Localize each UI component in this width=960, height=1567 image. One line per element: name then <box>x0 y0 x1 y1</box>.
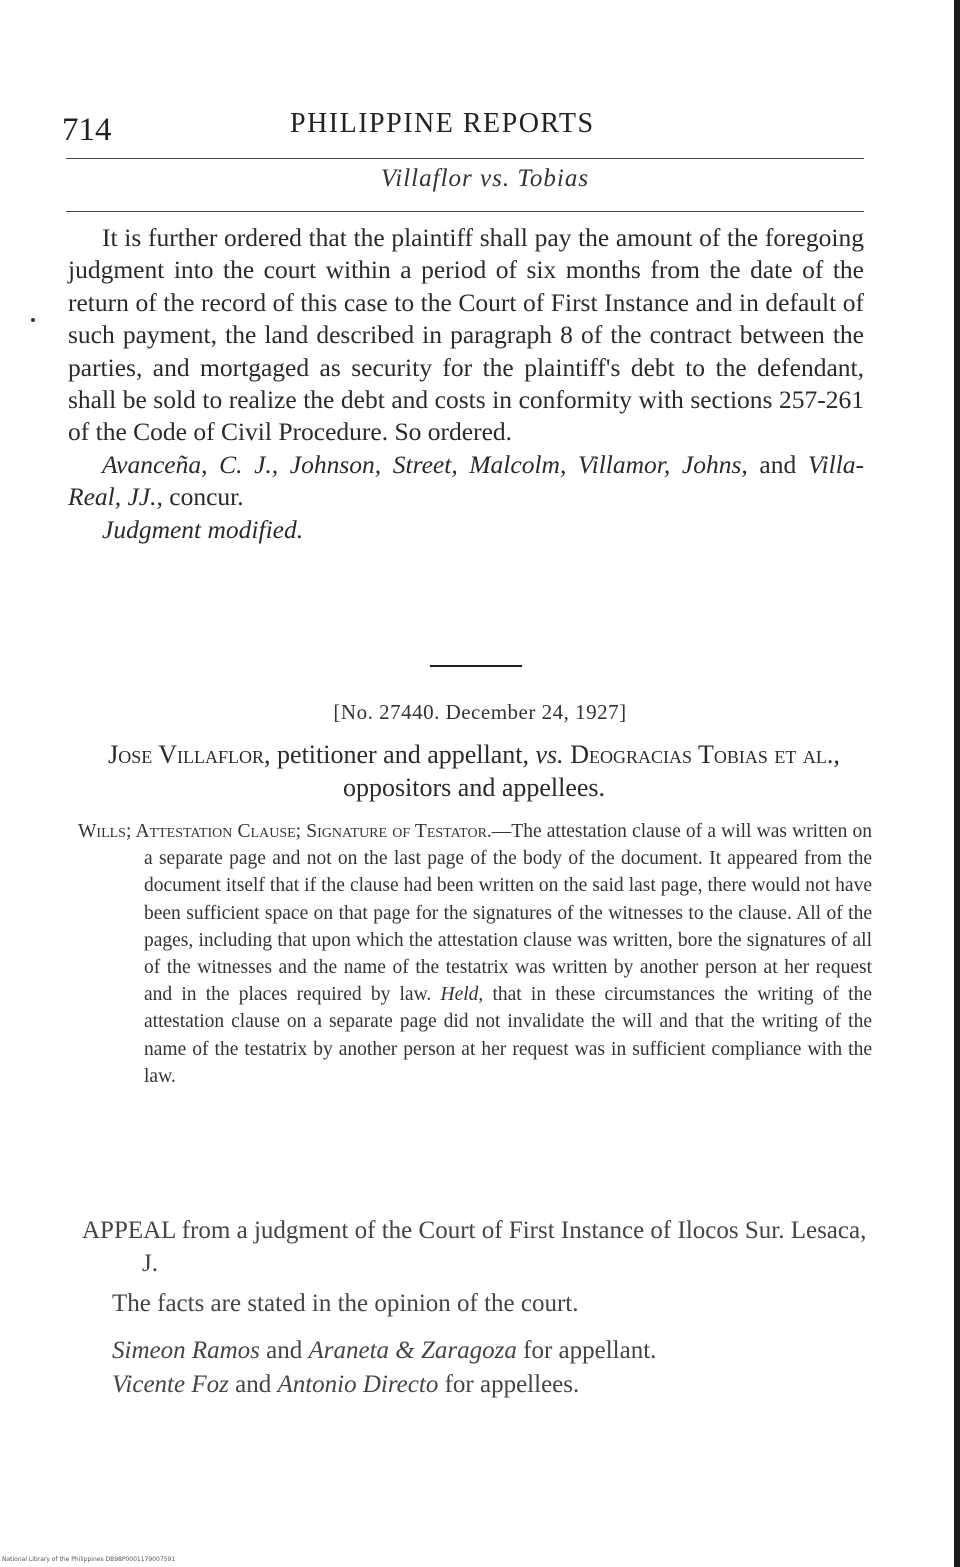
section-divider <box>430 665 522 667</box>
scan-footer: National Library of the Philippines DB98P0001179007591 <box>2 1556 176 1563</box>
appellant-counsel <box>112 1334 656 1368</box>
petitioner-role: petitioner and appellant, <box>277 740 530 769</box>
appellee-counsel-and: and <box>235 1371 272 1398</box>
disposition: Judgment modified. <box>102 514 304 544</box>
syllabus-held: Held, <box>440 984 484 1006</box>
appellant-counsel-2: Araneta & Zaragoza <box>308 1337 517 1364</box>
header-rule-top <box>66 158 864 159</box>
margin-mark <box>31 318 35 322</box>
syllabus-heading: Wills; Attestation Clause; Signature of Testator. <box>78 821 492 842</box>
party-oppositor: Deogracias Tobias et al., <box>570 740 840 769</box>
concurring-justices <box>68 449 864 514</box>
appellee-counsel-1: Vicente Foz <box>112 1371 229 1398</box>
appellee-counsel-2: Antonio Directo <box>277 1371 439 1398</box>
party-petitioner: Jose Villaflor, <box>108 740 271 769</box>
case-title: Villaflor vs. Tobias <box>380 165 590 192</box>
facts-line: The facts are stated in the opinion of the court. <box>112 1290 579 1317</box>
appellant-suffix: for appellant. <box>523 1337 657 1364</box>
continuation-block <box>68 222 864 546</box>
appellee-counsel <box>112 1368 656 1402</box>
appellant-counsel-1: Simeon Ramos <box>112 1337 260 1364</box>
syllabus-text-2: that in these circumstances the writing of the attestation clause on a separate page did not invalidate the will and that the writing of the name of the testatrix by another person at her request was in sufficient compliance with the law. <box>144 984 872 1087</box>
header-rule-bottom <box>66 211 864 212</box>
page-edge <box>954 0 960 1567</box>
appeal-line: APPEAL from a judgment of the Court of First Instance of Ilocos Sur. Lesaca, J. <box>82 1217 867 1277</box>
justices-names-2: Villa-Real, JJ., <box>68 449 865 512</box>
running-head: PHILIPPINE REPORTS <box>290 108 595 139</box>
oppositor-role: oppositors and appellees. <box>342 773 606 802</box>
appellee-suffix: for appellees. <box>444 1371 580 1398</box>
docket-line: [No. 27440. December 24, 1927] <box>333 700 627 724</box>
continuation-paragraph: It is further ordered that the plaintiff shall pay the amount of the foregoing judgment into the court within a period of six months from the date of the return of the record of this case to the Court of First Instance and in default of such payment, the land described in paragraph 8 of the contract between the parties, and mortgaged as security for the plaintiff's debt to the defendant, shall be sold to realize the debt and costs in conformity with sections 257-261 of the Code of Civil Procedure. So ordered. <box>68 223 864 447</box>
versus: vs. <box>535 740 564 769</box>
counsel-block <box>112 1334 656 1402</box>
justices-concur: concur. <box>169 482 244 512</box>
justices-and: and <box>759 449 797 479</box>
page-number: 714 <box>62 112 112 148</box>
syllabus <box>78 818 872 1090</box>
case-caption <box>78 738 870 804</box>
justices-names-1: Avanceña, C. J., Johnson, Street, Malcolm, Villamor, Johns, <box>102 449 748 479</box>
syllabus-text-1: —The attestation clause of a will was written on a separate page and not on the last page of the body of the document. It appeared from the document itself that if the clause had been written on the said last page, there would not have been sufficient space on that page for the signatures of the witnesses to the clause. All of the pages, including that upon which the attestation clause was written, bore the signatures of all of the witnesses and the name of the testatrix was written by another person at her request and in the places required by law. <box>144 821 872 1006</box>
appellant-counsel-and: and <box>266 1337 303 1364</box>
